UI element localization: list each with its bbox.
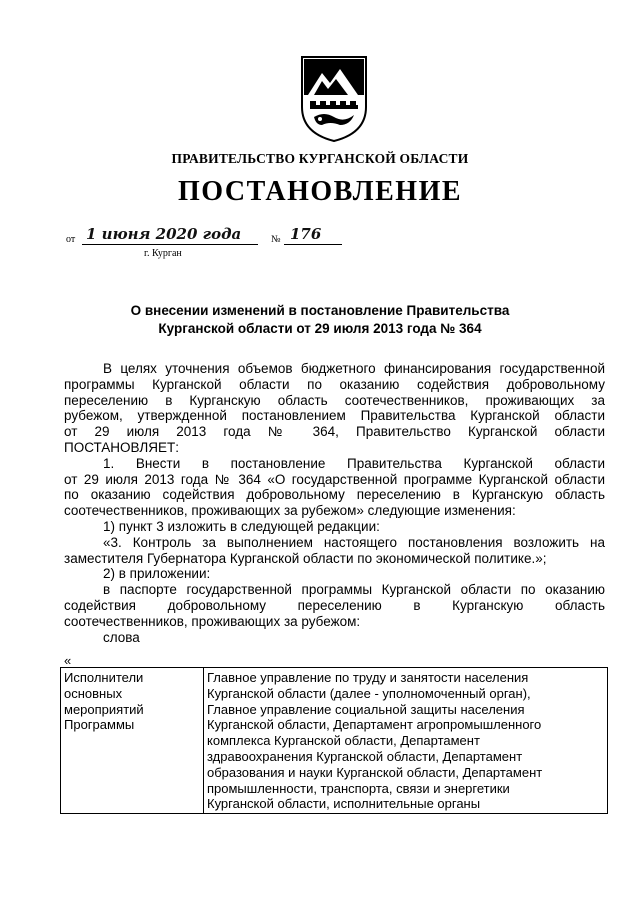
cell-line: Главное управление социальной защиты населения — [207, 701, 525, 717]
table-row — [61, 668, 608, 814]
subject-line-2: Курганской области от 29 июля 2013 года № 364 — [158, 321, 482, 336]
government-name: ПРАВИТЕЛЬСТВО КУРГАНСКОЙ ОБЛАСТИ — [171, 151, 469, 166]
body-line: заместителя Губернатора Курганской области по экономической политике.»; — [64, 550, 547, 566]
document-subject — [0, 302, 640, 338]
body-line: в паспорте государственной программы Курганской области по оказанию — [103, 582, 605, 598]
body-line: «3. Контроль за выполнением настоящего постановления возложить на — [103, 534, 605, 550]
program-passport-table — [60, 667, 608, 814]
body-line: 2) в приложении: — [103, 566, 211, 582]
opening-quote: « — [64, 653, 72, 668]
date-number-line — [66, 224, 366, 248]
cell-line: основных — [64, 685, 123, 701]
body-line: В целях уточнения объемов бюджетного финансирования государственной — [103, 361, 605, 376]
cell-line: Курганской области, исполнительные органы — [207, 796, 481, 812]
body-line: переселению в Курганскую область соотечественников, проживающих за — [64, 392, 605, 408]
city-label: г. Курган — [144, 248, 182, 259]
cell-line: Главное управление по труду и занятости населения — [207, 670, 529, 685]
handwritten-date: 1 июня 2020 года — [86, 225, 242, 243]
cell-line: Курганской области, Департамент агропромышленного — [207, 717, 542, 733]
subject-line-1: О внесении изменений в постановление Правительства — [130, 303, 510, 318]
cell-line: Программы — [64, 717, 135, 733]
body-line: соотечественников, проживающих за рубежом» следующие изменения: — [64, 503, 516, 519]
cell-line: Исполнители — [64, 670, 144, 685]
body-line: слова — [103, 629, 140, 645]
cell-line: Курганской области (далее - уполномоченный орган), — [207, 685, 531, 701]
body-line: содействия добровольному переселению в Курганскую область — [64, 597, 605, 613]
body-line: 1) пункт 3 изложить в следующей редакции: — [103, 518, 380, 534]
cell-line: мероприятий — [64, 701, 144, 717]
body-line: от 29 июля 2013 года № 364 «О государственной программе Курганской области — [64, 471, 605, 487]
table-cell-value — [204, 668, 608, 814]
body-line: от 29 июля 2013 года № 364, Правительство Курганской области — [64, 424, 605, 440]
cell-line: комплекса Курганской области, Департамент — [207, 733, 480, 749]
cell-line: образования и науки Курганской области, Департамент — [207, 764, 543, 780]
body-line: рубежом, утвержденной постановлением Правительства Курганской области — [64, 408, 605, 424]
coat-of-arms-emblem — [300, 55, 368, 143]
handwritten-number: 176 — [290, 225, 322, 243]
body-line: соотечественников, проживающих за рубежом: — [64, 613, 361, 629]
body-line: 1. Внести в постановление Правительства Курганской области — [103, 455, 605, 471]
cell-line: промышленности, транспорта, связи и энергетики — [207, 780, 510, 796]
table-cell-label — [61, 668, 204, 814]
body-line: по оказанию содействия добровольному переселению в Курганскую область — [64, 487, 605, 503]
document-type-title: ПОСТАНОВЛЕНИЕ — [177, 176, 463, 207]
date-prefix: от — [66, 234, 76, 245]
document-body — [64, 361, 605, 645]
body-line: программы Курганской области по оказанию содействия добровольному — [64, 376, 605, 392]
body-line: ПОСТАНОВЛЯЕТ: — [64, 439, 180, 455]
cell-line: здравоохранения Курганской области, Департамент — [207, 748, 523, 764]
number-prefix: № — [271, 234, 281, 245]
